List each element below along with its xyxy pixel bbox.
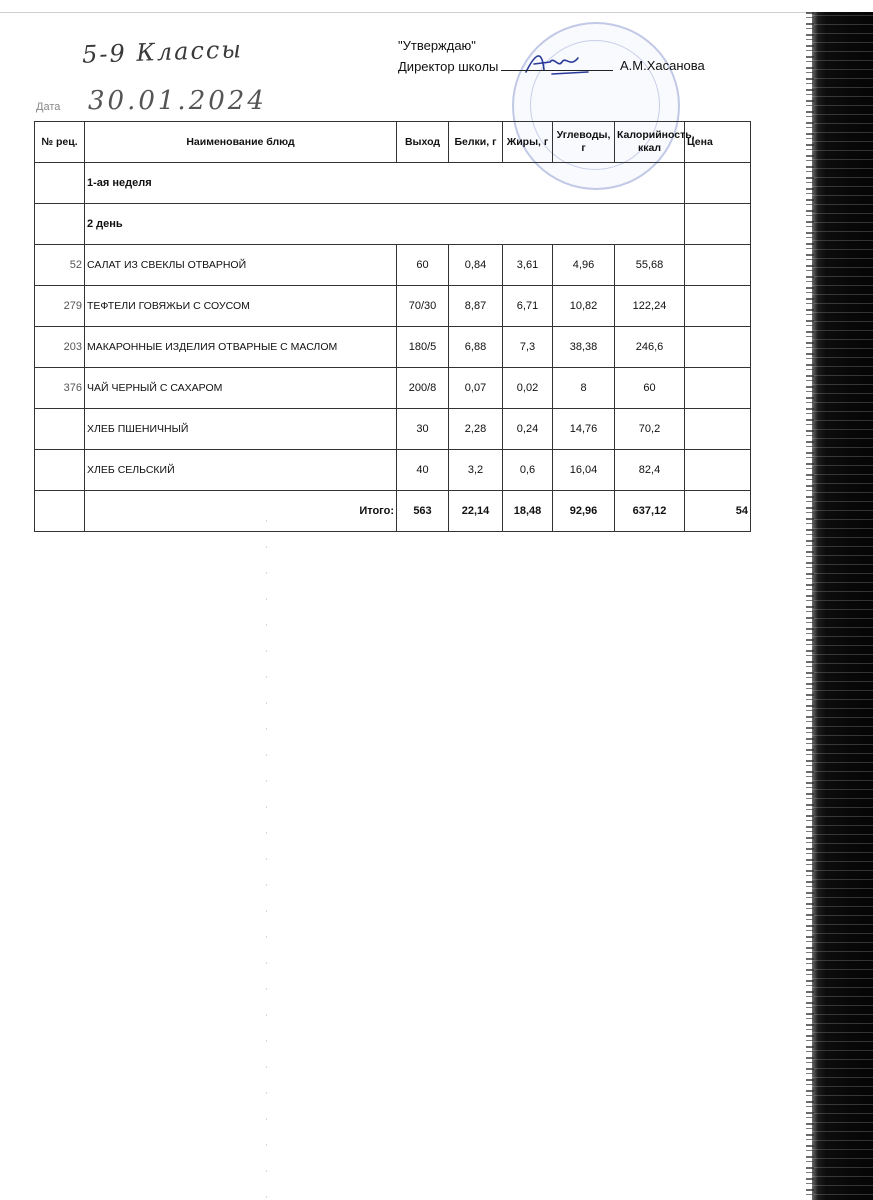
approve-name: А.М.Хасанова bbox=[620, 58, 705, 73]
dish-name: САЛАТ ИЗ СВЕКЛЫ ОТВАРНОЙ bbox=[85, 245, 397, 286]
protein-value: 6,88 bbox=[449, 327, 503, 368]
date-label: Дата bbox=[36, 101, 61, 113]
dish-name: ТЕФТЕЛИ ГОВЯЖЬИ С СОУСОМ bbox=[85, 286, 397, 327]
price-value bbox=[685, 450, 751, 491]
handwritten-date: 30.01.2024 bbox=[88, 86, 267, 116]
carbs-value: 8 bbox=[553, 368, 615, 409]
yield-value: 60 bbox=[397, 245, 449, 286]
col-header-protein: Белки, г bbox=[449, 122, 503, 163]
approve-role: Директор школы bbox=[398, 59, 499, 74]
yield-value: 180/5 bbox=[397, 327, 449, 368]
carbs-value: 10,82 bbox=[553, 286, 615, 327]
protein-value: 0,84 bbox=[449, 245, 503, 286]
table-row bbox=[35, 368, 751, 409]
table-row bbox=[35, 245, 751, 286]
protein-value: 3,2 bbox=[449, 450, 503, 491]
yield-value: 70/30 bbox=[397, 286, 449, 327]
col-header-price: Цена bbox=[685, 122, 751, 163]
week-label: 1-ая неделя bbox=[85, 163, 685, 204]
total-kcal: 637,12 bbox=[615, 491, 685, 532]
price-value bbox=[685, 286, 751, 327]
fat-value: 3,61 bbox=[503, 245, 553, 286]
scan-top-border bbox=[0, 12, 812, 13]
approve-title: "Утверждаю" bbox=[398, 38, 476, 53]
scan-fold-line bbox=[266, 520, 267, 1200]
total-price: 54 bbox=[685, 491, 751, 532]
dish-name: ЧАЙ ЧЕРНЫЙ С САХАРОМ bbox=[85, 368, 397, 409]
kcal-value: 55,68 bbox=[615, 245, 685, 286]
rec-number: 52 bbox=[35, 245, 85, 286]
protein-value: 8,87 bbox=[449, 286, 503, 327]
dish-name: ХЛЕБ ПШЕНИЧНЫЙ bbox=[85, 409, 397, 450]
rec-number bbox=[35, 409, 85, 450]
price-value bbox=[685, 368, 751, 409]
day-row bbox=[35, 204, 751, 245]
total-yield: 563 bbox=[397, 491, 449, 532]
fat-value: 0,02 bbox=[503, 368, 553, 409]
scan-dark-edge bbox=[812, 12, 873, 1200]
yield-value: 200/8 bbox=[397, 368, 449, 409]
kcal-value: 60 bbox=[615, 368, 685, 409]
fat-value: 0,24 bbox=[503, 409, 553, 450]
table-row bbox=[35, 409, 751, 450]
price-value bbox=[685, 409, 751, 450]
price-value bbox=[685, 327, 751, 368]
carbs-value: 14,76 bbox=[553, 409, 615, 450]
rec-number bbox=[35, 450, 85, 491]
handwritten-classes: 5-9 Классы bbox=[81, 35, 244, 69]
dish-name: МАКАРОННЫЕ ИЗДЕЛИЯ ОТВАРНЫЕ С МАСЛОМ bbox=[85, 327, 397, 368]
fat-value: 7,3 bbox=[503, 327, 553, 368]
dish-name: ХЛЕБ СЕЛЬСКИЙ bbox=[85, 450, 397, 491]
table-row bbox=[35, 327, 751, 368]
fat-value: 6,71 bbox=[503, 286, 553, 327]
col-header-carbs: Углеводы, г bbox=[553, 122, 615, 163]
col-header-fat: Жиры, г bbox=[503, 122, 553, 163]
fat-value: 0,6 bbox=[503, 450, 553, 491]
table-row bbox=[35, 450, 751, 491]
yield-value: 40 bbox=[397, 450, 449, 491]
approve-role-line bbox=[398, 58, 616, 74]
total-protein: 22,14 bbox=[449, 491, 503, 532]
rec-number: 376 bbox=[35, 368, 85, 409]
kcal-value: 122,24 bbox=[615, 286, 685, 327]
total-carbs: 92,96 bbox=[553, 491, 615, 532]
protein-value: 0,07 bbox=[449, 368, 503, 409]
col-header-kcal: Калорийность, ккал bbox=[615, 122, 685, 163]
table-header-row bbox=[35, 122, 751, 163]
carbs-value: 16,04 bbox=[553, 450, 615, 491]
price-value bbox=[685, 245, 751, 286]
total-row bbox=[35, 491, 751, 532]
day-label: 2 день bbox=[85, 204, 685, 245]
signature-line bbox=[501, 58, 613, 71]
rec-number: 279 bbox=[35, 286, 85, 327]
rec-number: 203 bbox=[35, 327, 85, 368]
kcal-value: 82,4 bbox=[615, 450, 685, 491]
col-header-yield: Выход bbox=[397, 122, 449, 163]
kcal-value: 70,2 bbox=[615, 409, 685, 450]
total-fat: 18,48 bbox=[503, 491, 553, 532]
protein-value: 2,28 bbox=[449, 409, 503, 450]
yield-value: 30 bbox=[397, 409, 449, 450]
carbs-value: 4,96 bbox=[553, 245, 615, 286]
week-row bbox=[35, 163, 751, 204]
col-header-rec: № рец. bbox=[35, 122, 85, 163]
carbs-value: 38,38 bbox=[553, 327, 615, 368]
total-label: Итого: bbox=[85, 491, 397, 532]
kcal-value: 246,6 bbox=[615, 327, 685, 368]
menu-table bbox=[34, 121, 751, 532]
col-header-name: Наименование блюд bbox=[85, 122, 397, 163]
table-row bbox=[35, 286, 751, 327]
